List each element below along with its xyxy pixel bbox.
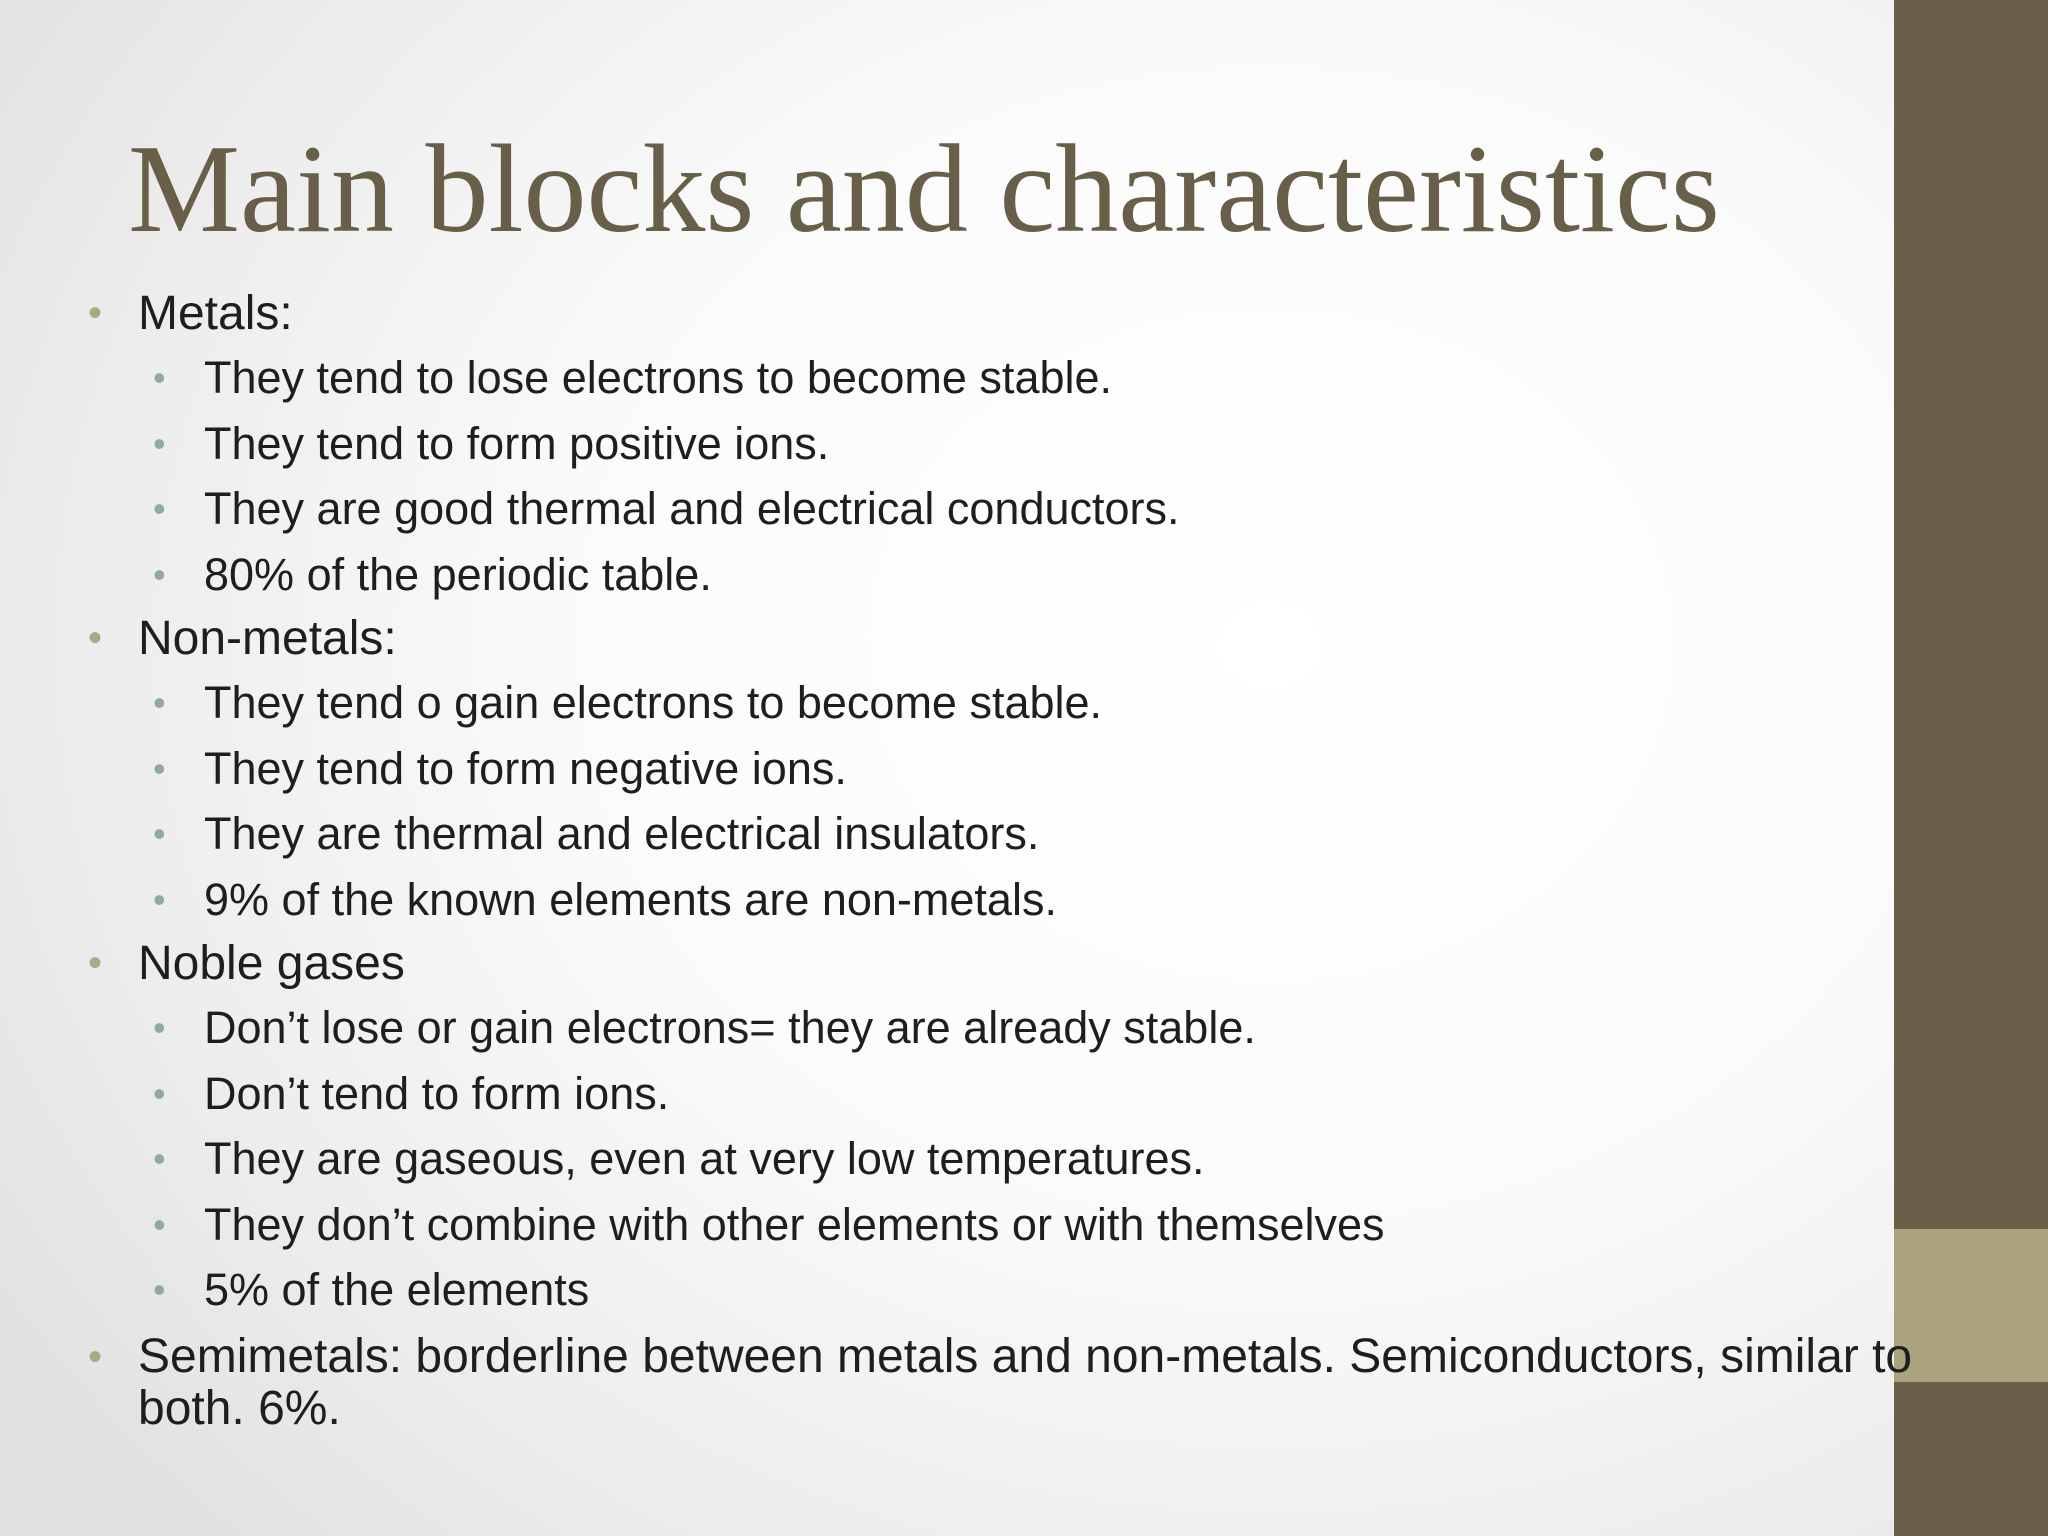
bullet-icon: • <box>153 1007 166 1048</box>
bullet-icon: • <box>153 357 166 398</box>
list-item <box>0 1061 2048 1127</box>
bullet-icon: • <box>88 291 103 335</box>
list-item-text: They tend to lose electrons to become stable. <box>204 352 1113 403</box>
list-item-text: They tend to form negative ions. <box>204 742 847 794</box>
bullet-icon: • <box>88 1334 103 1379</box>
list-item-text: They are gaseous, even at very low temperatures. <box>204 1133 1205 1184</box>
section-semimetals <box>0 1323 2048 1435</box>
bullet-icon: • <box>153 1072 166 1114</box>
list-item <box>0 542 2048 608</box>
section-heading: Noble gases <box>138 937 405 990</box>
list-item <box>0 476 2048 542</box>
bullet-icon: • <box>153 1138 166 1179</box>
bullet-icon: • <box>153 553 166 595</box>
bullet-icon: • <box>88 941 103 985</box>
list-item-text: They are good thermal and electrical conductors. <box>204 483 1180 534</box>
section-metals <box>0 282 2048 607</box>
list-item <box>0 1126 2048 1192</box>
list-item-text: They tend o gain electrons to become stable. <box>204 677 1103 728</box>
bullet-icon: • <box>153 878 166 920</box>
list-item <box>0 1257 2048 1323</box>
list-item <box>0 995 2048 1061</box>
list-item <box>0 670 2048 736</box>
list-item <box>0 1192 2048 1258</box>
slide-title: Main blocks and characteristics <box>128 120 1720 259</box>
list-item-text: They tend to form positive ions. <box>204 417 830 469</box>
slide-content <box>0 282 2048 1435</box>
section-heading: Non-metals: <box>138 612 397 665</box>
list-item <box>0 736 2048 802</box>
bullet-icon: • <box>153 1203 166 1245</box>
list-item-text: They don’t combine with other elements or with themselves <box>204 1198 1385 1250</box>
bullet-icon: • <box>153 1269 166 1310</box>
section-non-metals <box>0 607 2048 932</box>
non-metals-list <box>138 670 2048 932</box>
bullet-icon: • <box>153 422 166 464</box>
section-heading: Metals: <box>138 287 293 340</box>
list-item <box>0 867 2048 933</box>
list-item-text: 9% of the known elements are non-metals. <box>204 873 1057 925</box>
list-item-text: They are thermal and electrical insulators. <box>204 808 1040 859</box>
noble-gases-list <box>138 995 2048 1323</box>
list-item-text: 5% of the elements <box>204 1264 590 1315</box>
bullet-icon: • <box>153 813 166 854</box>
list-item-text: Don’t tend to form ions. <box>204 1067 670 1119</box>
metals-list <box>138 345 2048 607</box>
bullet-icon: • <box>153 747 166 789</box>
section-noble-gases <box>0 932 2048 1323</box>
bullet-icon: • <box>153 488 166 529</box>
semimetals-text: Semimetals: borderline between metals and non-metals. Semiconductors, similar to both. 6%. <box>138 1329 1913 1435</box>
bullet-icon: • <box>88 616 103 660</box>
list-item-text: 80% of the periodic table. <box>204 548 712 600</box>
bullet-icon: • <box>153 682 166 723</box>
list-item <box>0 345 2048 411</box>
list-item <box>0 801 2048 867</box>
list-item-text: Don’t lose or gain electrons= they are already stable. <box>204 1002 1256 1053</box>
list-item <box>0 411 2048 477</box>
